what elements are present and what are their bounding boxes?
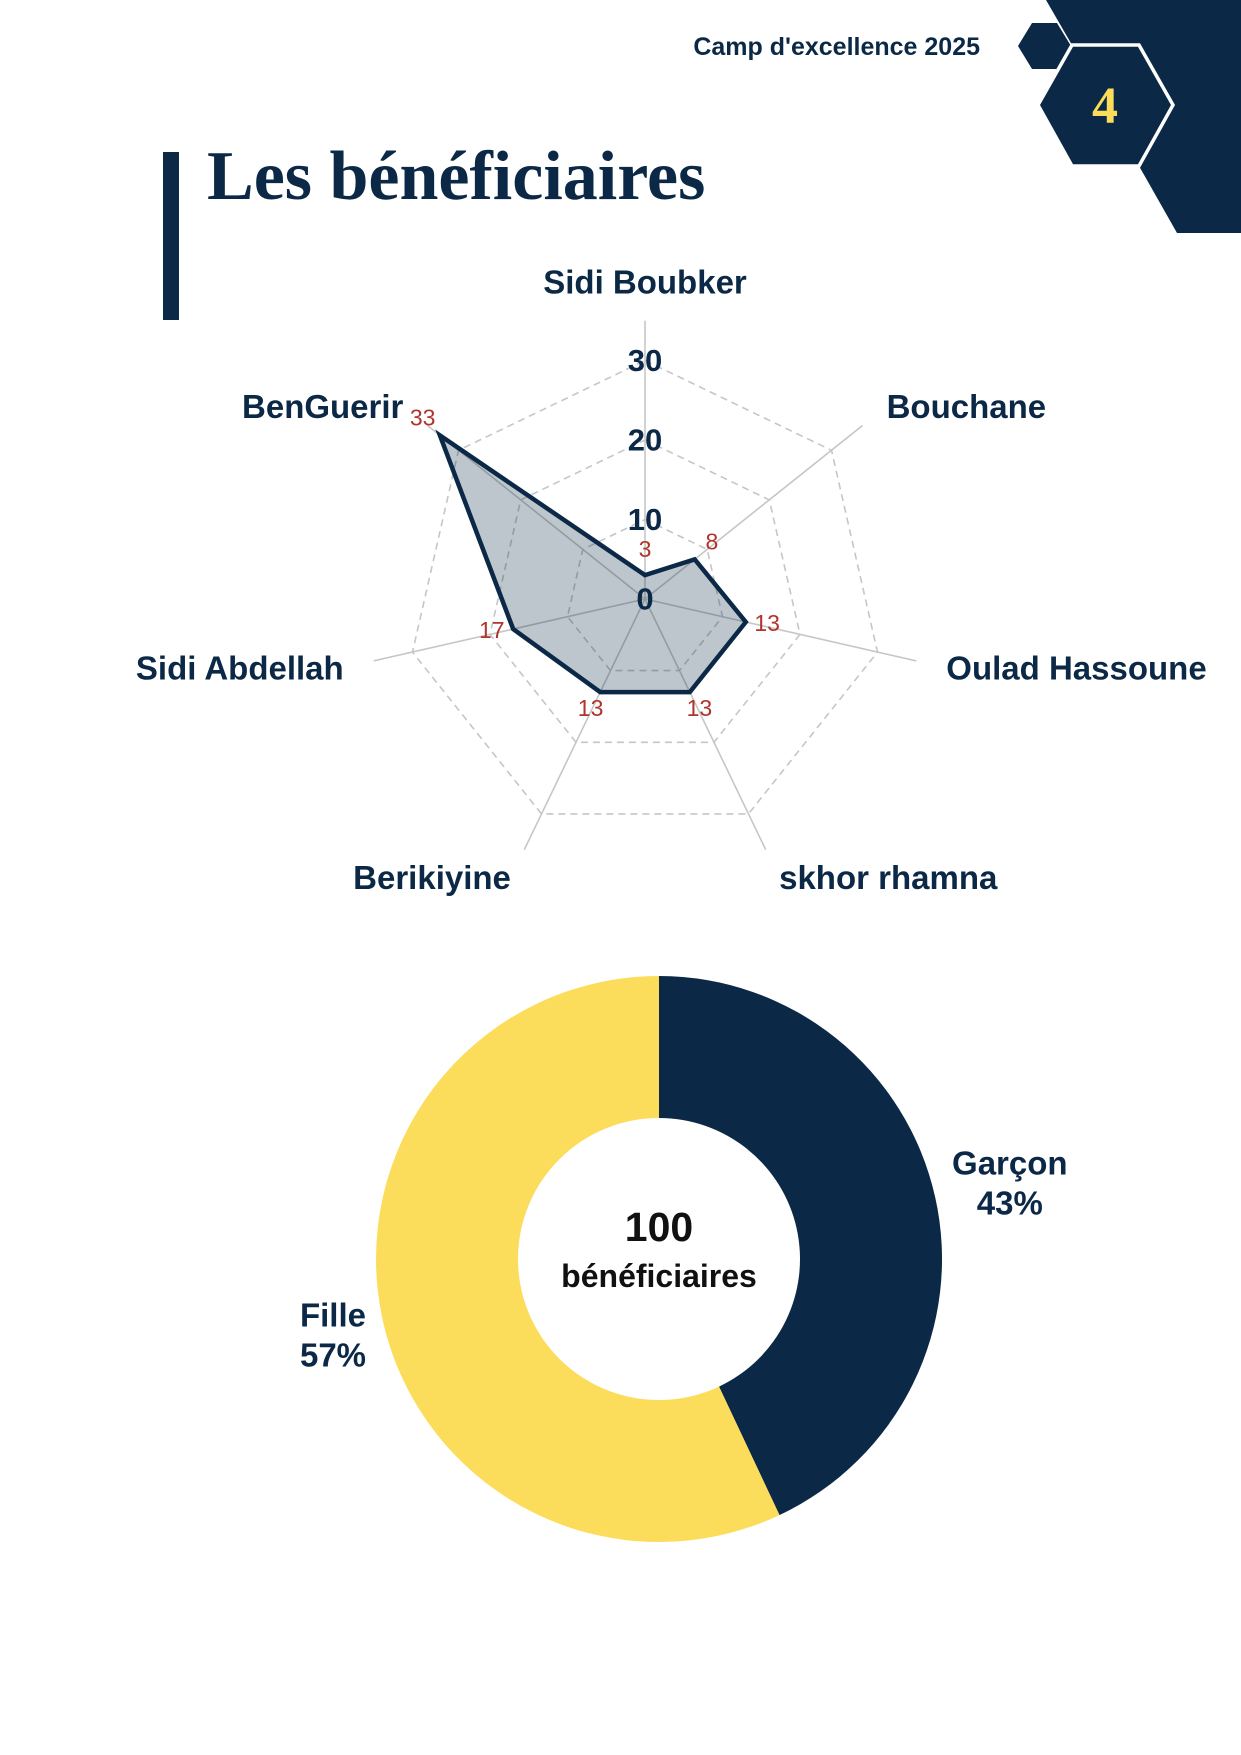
radar-series-polygon xyxy=(440,435,746,692)
radar-tick-label-30: 30 xyxy=(627,343,663,378)
radar-chart xyxy=(0,240,1241,940)
page-number: 4 xyxy=(1092,77,1118,135)
radar-category-label-berikiyine: Berikiyine xyxy=(353,858,511,896)
radar-category-label-sidi-abdellah: Sidi Abdellah xyxy=(135,649,344,687)
donut-label-fille xyxy=(300,1296,366,1373)
radar-tick-label-0: 0 xyxy=(636,581,654,617)
donut-chart xyxy=(0,940,1241,1755)
donut-label-garcon xyxy=(952,1145,1068,1222)
radar-data-label-benguerir: 33 xyxy=(409,404,436,431)
radar-data-label-bouchane: 8 xyxy=(705,528,719,555)
radar-data-label-sidi-boubker: 3 xyxy=(638,536,652,563)
radar-series xyxy=(440,435,746,692)
corner-hexagon-decoration xyxy=(1000,0,1241,240)
donut-label-percent: 57% xyxy=(299,1336,367,1374)
radar-data-label-oulad-hassoune: 13 xyxy=(754,609,780,636)
radar-category-label-benguerir: BenGuerir xyxy=(242,387,404,425)
header-title: Camp d'excellence 2025 xyxy=(693,33,980,61)
radar-tick-label-10: 10 xyxy=(627,502,663,537)
radar-category-label-bouchane: Bouchane xyxy=(886,387,1047,425)
donut-label-category: Fille xyxy=(299,1296,367,1334)
radar-data-label-berikiyine: 13 xyxy=(577,694,604,721)
radar-category-label-skhor-rhamna: skhor rhamna xyxy=(779,858,998,896)
donut-label-category: Garçon xyxy=(952,1144,1068,1182)
donut-center-value: 100 xyxy=(624,1204,694,1250)
radar-data-label-skhor-rhamna: 13 xyxy=(686,694,713,721)
radar-category-label-oulad-hassoune: Oulad Hassoune xyxy=(946,649,1207,687)
radar-category-label-sidi-boubker: Sidi Boubker xyxy=(543,263,747,301)
donut-label-percent: 43% xyxy=(976,1184,1043,1222)
radar-tick-label-20: 20 xyxy=(627,422,663,458)
donut-center-caption: bénéficiaires xyxy=(561,1258,757,1294)
page-title: Les bénéficiaires xyxy=(207,138,706,215)
radar-data-label-sidi-abdellah: 17 xyxy=(479,617,505,643)
